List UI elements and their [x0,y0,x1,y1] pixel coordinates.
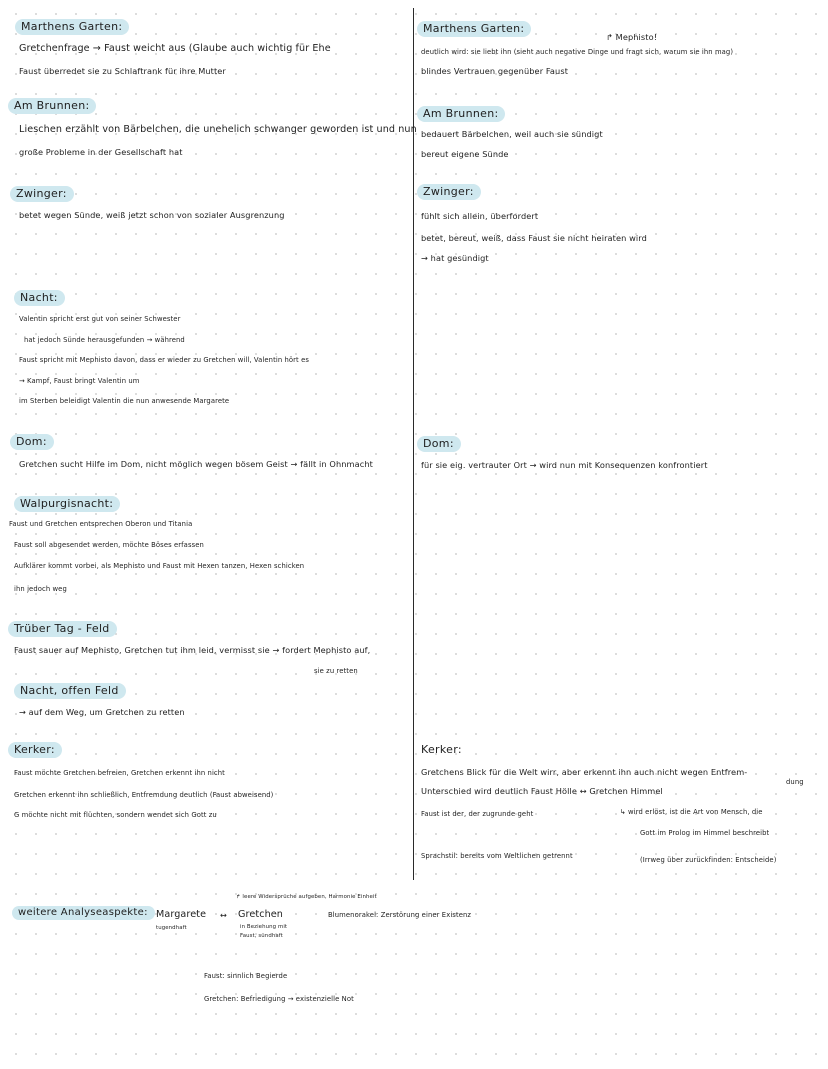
text-line: sie zu retten [314,667,358,675]
text-line: deutlich wird: sie liebt ihn (sieht auch negative Dinge und fragt sich, warum sie ihn mag) [421,48,734,56]
text-line: Faust soll abgesendet werden, möchte Böses erfassen [14,541,204,549]
text-line: Sprachstil: bereits vom Weltlichen getrennt [421,852,573,860]
heading-trueber-tag-feld: Trüber Tag - Feld [8,621,117,637]
text-line: in Beziehung mit [240,924,288,930]
text-line: Faust möchte Gretchen befreien, Gretchen erkennt ihn nicht [14,769,225,777]
text-line: Lieschen erzählt von Bärbelchen, die unehelich schwanger geworden ist und nun [19,124,417,135]
heading-dom-left: Dom: [10,434,54,450]
text-gretchen: Gretchen [238,909,283,920]
heading-nacht: Nacht: [14,290,65,306]
text-line: → auf dem Weg, um Gretchen zu retten [19,707,185,717]
heading-am-brunnen-left: Am Brunnen: [8,98,96,114]
text-line: Gretchens Blick für die Welt wirr, aber erkennt ihn auch nicht wegen Entfrem- [421,767,748,777]
text-line: große Probleme in der Gesellschaft hat [19,147,183,157]
text-line: Faust und Gretchen entsprechen Oberon und Titania [9,520,193,528]
annotation-note: ↱ Mephisto! [606,32,658,42]
text-line: bereut eigene Sünde [421,149,509,159]
text-line: Unterschied wird deutlich Faust Hölle ↔ Gretchen Himmel [421,786,663,796]
text-line: ihn jedoch weg [14,585,67,593]
heading-am-brunnen-right: Am Brunnen: [417,106,505,122]
heading-marthens-garten-left: Marthens Garten: [15,19,129,35]
text-line: Aufklärer kommt vorbei, als Mephisto und Faust mit Hexen tanzen, Hexen schicken [14,562,305,570]
text-line: hat jedoch Sünde herausgefunden → während [24,336,185,344]
heading-nacht-offen-feld: Nacht, offen Feld [14,683,126,699]
text-line: (Irrweg über zurückfinden: Entscheide) [640,856,777,864]
text-blumenorakel: Blumenorakel: Zerstörung einer Existenz [328,911,472,919]
text-line: bedauert Bärbelchen, weil auch sie sündigt [421,129,603,139]
text-line: blindes Vertrauen gegenüber Faust [421,66,569,76]
text-line: ↳ wird erlöst, ist die Art von Mensch, die [620,808,763,816]
text-line: betet wegen Sünde, weiß jetzt schon von sozialer Ausgrenzung [19,210,285,220]
heading-kerker-right: Kerker: [421,743,462,756]
text-gretchen-not: Gretchen: Befriedigung → existenzielle Not [204,995,354,1003]
text-margarete: Margarete [156,909,207,920]
text-line: Gretchenfrage → Faust weicht aus (Glaube auch wichtig für Ehe [19,43,331,54]
text-line: dung [786,778,804,786]
heading-weitere-analyseaspekte: weitere Analyseaspekte: [12,906,155,920]
text-line: betet, bereut, weiß, dass Faust sie nicht heiraten wird [421,233,647,243]
heading-zwinger-right: Zwinger: [417,184,481,200]
text-line: Gretchen sucht Hilfe im Dom, nicht möglich wegen bösem Geist → fällt in Ohnmacht [19,459,373,469]
text-line: Gott im Prolog im Himmel beschreibt [640,829,770,837]
heading-kerker-left: Kerker: [8,742,62,758]
heading-dom-right: Dom: [417,436,461,452]
text-faust: Faust: sinnlich Begierde [204,972,288,980]
text-line: G möchte nicht mit flüchten, sondern wendet sich Gott zu [14,811,217,819]
text-line: → hat gesündigt [421,253,489,263]
text-line: Gretchen erkennt ihn schließlich, Entfremdung deutlich (Faust abweisend) [14,791,274,799]
text-line: Faust überredet sie zu Schlaftrank für ihre Mutter [19,66,226,76]
column-divider [413,8,414,880]
text-line: Faust sauer auf Mephisto, Gretchen tut ihm leid, vermisst sie → fordert Mephisto auf, [14,645,371,655]
heading-walpurgisnacht: Walpurgisnacht: [14,496,120,512]
text-line: → Kampf, Faust bringt Valentin um [19,377,140,385]
text-line: Faust spricht mit Mephisto davon, dass er wieder zu Gretchen will, Valentin hört es [19,356,310,364]
text-line: für sie eig. vertrauter Ort → wird nun mit Konsequenzen konfrontiert [421,460,708,470]
text-tugendhaft: tugendhaft [156,925,187,931]
arrow-icon: ↔ [220,910,227,920]
annotation-note: ↱ leere Widersprüche aufgeben, Harmonie Einheit [236,894,377,900]
text-line: im Sterben beleidigt Valentin die nun anwesende Margarete [19,397,230,405]
heading-marthens-garten-right: Marthens Garten: [417,21,531,37]
text-line: Valentin spricht erst gut von seiner Schwester [19,315,181,323]
text-line: Faust ist der, der zugrunde geht [421,810,534,818]
text-line: fühlt sich allein, überfordert [421,211,539,221]
text-line: Faust, sündhaft [240,933,283,939]
heading-zwinger-left: Zwinger: [10,186,74,202]
